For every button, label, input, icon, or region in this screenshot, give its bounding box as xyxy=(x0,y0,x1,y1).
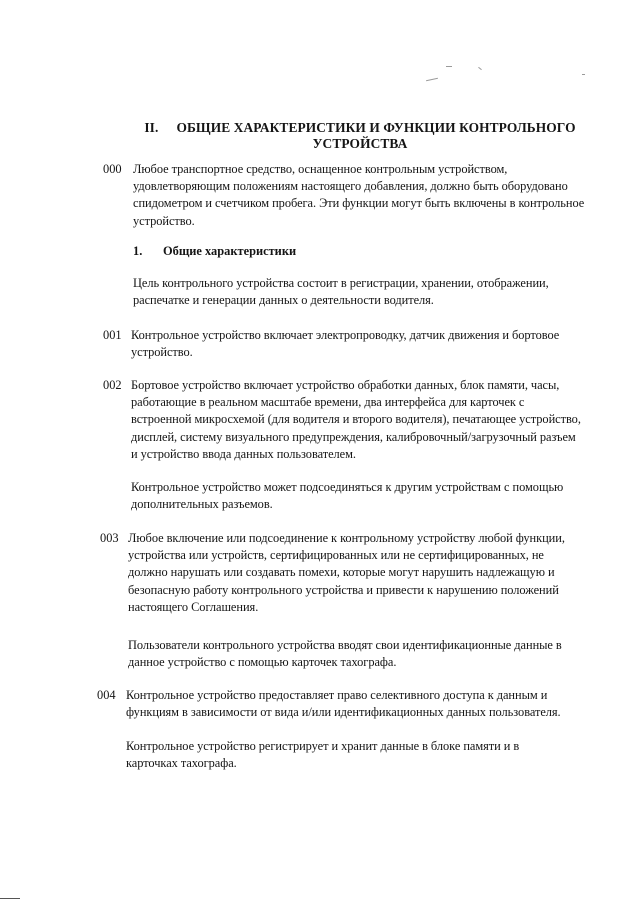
subsection-title: Общие характеристики xyxy=(163,244,297,258)
scan-edge-mark xyxy=(0,898,20,899)
scan-artifact xyxy=(426,78,438,81)
paragraph-number: 003 xyxy=(100,531,119,545)
section-number: II. xyxy=(144,120,159,135)
paragraph-text: Контрольное устройство может подсоединяться к другим устройствам с помощью дополнительных разъемов. xyxy=(131,480,564,512)
paragraph-text: Бортовое устройство включает устройство обработки данных, блок памяти, часы, работающие в реальном масштабе времени, два интерфейса для карточек с встроенной микросхемой (для водителя и второго водителя), печатающее устройство, дисплей, систему визуального предупреждения, калибровочный/загрузочный разъем и устройство ввода данных пользователем. xyxy=(131,378,581,461)
paragraph-text: Контрольное устройство предоставляет право селективного доступа к данным и функциям в зависимости от вида и/или идентификационных данных пользователя. xyxy=(126,688,561,720)
paragraph-text: Контрольное устройство регистрирует и хранит данные в блоке памяти и в карточках тахографа. xyxy=(126,739,520,771)
paragraph-text: Любое включение или подсоединение к контрольному устройству любой функции, устройства или устройств, сертифицированных или не сертифицированных, не должно нарушать или создавать помехи, которые могут нарушить надлежащую и безопасную работу контрольного устройства и привести к нарушению положений настоящего Соглашения. xyxy=(128,531,565,614)
paragraph-text: Цель контрольного устройства состоит в регистрации, хранении, отображении, распечатке и генерации данных о деятельности водителя. xyxy=(133,276,549,308)
paragraph-number: 001 xyxy=(103,328,122,342)
subsection-heading xyxy=(133,243,296,260)
paragraph-number: 000 xyxy=(103,162,122,176)
paragraph-text: Любое транспортное средство, оснащенное контрольным устройством, удовлетворяющим положениям настоящего добавления, должно быть оборудовано спидометром и счетчиком пробега. Эти функции могут быть включены в контрольное устройство. xyxy=(133,162,585,228)
paragraph-text: Контрольное устройство включает электропроводку, датчик движения и бортовое устройство. xyxy=(131,328,560,360)
section-heading xyxy=(140,120,580,152)
scan-artifact xyxy=(582,74,585,75)
paragraph-text: Пользователи контрольного устройства вводят свои идентификационные данные в данное устройство с помощью карточек тахографа. xyxy=(128,638,562,670)
scan-artifact xyxy=(446,66,452,67)
section-title: ОБЩИЕ ХАРАКТЕРИСТИКИ И ФУНКЦИИ КОНТРОЛЬНОГО УСТРОЙСТВА xyxy=(176,120,576,151)
paragraph-number: 004 xyxy=(97,688,116,702)
paragraph-number: 002 xyxy=(103,378,122,392)
subsection-number: 1. xyxy=(133,244,143,258)
scan-artifact xyxy=(478,67,482,70)
